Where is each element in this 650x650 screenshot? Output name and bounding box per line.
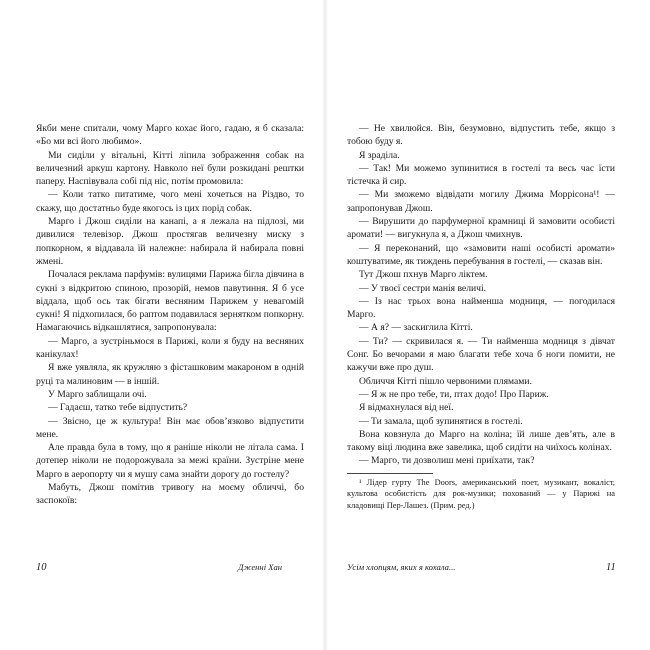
paragraph: Марго і Джош сиділи на канапі, а я лежала на підлозі, ми дивилися телевізор. Джош простягав величезну миску з попкорном, я віддавала їй належне: набирала й набирала повні жмені. [36,216,304,267]
paragraph: Я відмахнулася від неї. [359,402,454,414]
running-head: Дженні Хан [238,562,283,572]
paragraph: — Вирушити до парфумерної крамниці й замовити особисті аромати! — вигукнула я, а Джош чмихнув. [347,216,615,241]
page-number: 11 [606,562,616,573]
paragraph: Почалася реклама парфумів: вулицями Парижа бігла дівчина в сукні з відкритою спиною, прозорій, немов павутиння. Я б усе віддала, щоб ось так бігати весняним Парижем у невагомій сукні! Я підхопилася, бо раптом подавилася зернятком попкорну. Намагаючись відкашлятися, запропонувала: [36,269,304,334]
paragraph: — Із нас трьох вона найменша модниця, — погодилася Марго. [347,295,615,321]
paragraph: — Марго, ти дозволиш мені приїхати, так? [359,455,535,467]
page-number: 10 [36,562,47,573]
right-text-column [347,122,615,511]
paragraph: — Звісно, це ж культура! Він має обов’язково відпустити мене. [36,415,304,440]
left-text-column [36,122,304,508]
paragraph: У Марго заблищали очі. [48,388,147,400]
footnote-divider [347,473,433,474]
right-page [325,0,650,650]
running-head: Усім хлопцям, яких я кохала... [347,562,456,572]
paragraph: — Гадаєш, татко тебе відпустить? [48,402,188,414]
book-gutter [322,0,328,650]
paragraph: — Ми зможемо відвідати могилу Джима Моррісона¹! — запропонував Джош. [347,189,615,214]
paragraph: — Я переконаний, що «замовити наші особисті аромати» коштуватиме, як тиждень перебування в гостелі, — сказав він. [347,242,615,267]
paragraph: — Ти замала, щоб зупинятися в гостелі. [359,415,523,427]
paragraph: Обличчя Кітті пішло червоними плямами. [359,375,532,387]
paragraph: — Марго, а зустріньмося в Парижі, коли я буду на весняних канікулах! [36,335,304,361]
paragraph: — Так! Ми можемо зупинитися в гостелі та весь час їсти тістечка й сир. [347,162,615,188]
paragraph: — Я ж не про тебе, ти, птах додо! Про Париж. [359,388,549,400]
paragraph: — У твоєї сестри манія величі. [359,282,487,294]
paragraph: Мабуть, Джош помітив тривогу на моєму обличчі, бо заспокоїв: [36,482,304,507]
paragraph: Тут Джош пхнув Марго ліктем. [359,269,488,281]
paragraph: — Ти? — скривилася я. — Ти найменша модниця з дівчат Сонг. Бо вечорами я маю благати тебе хоча б ноги помити, не кажучи вже про душ. [347,335,615,374]
paragraph: Вона ковзнула до Марго на коліна; їй лише дев’ять, але в такому віці людина вже завелика, щоб сидіти на чиїхось колінах. [347,428,615,454]
paragraph: — Не хвилюйся. Він, безумовно, відпустить тебе, якщо з тобою буду я. [347,123,615,148]
paragraph: — А я? — заскиглила Кітті. [359,322,473,334]
paragraph: Але правда була в тому, що я раніше ніколи не літала сама. І дотепер ніколи не подорожувала за межі країни. Зустріне мене Марго в аеропорту чи я мушу сама знайти дорогу до гостелу? [36,442,304,480]
paragraph: Я зраділа. [359,149,400,161]
paragraph: Якби мене спитали, чому Марго кохає його, гадаю, я б сказала: «Бо ми всі його любимо». [36,123,304,148]
footnote: ¹ Лідер гурту The Doors, американський поет, музикант, вокаліст, культова особистість для рок-музики; похований — у Парижі на кладовищі Пер-Лашез. (Прим. ред.) [347,477,615,510]
paragraph: Ми сиділи у вітальні, Кітті ліпила зображення собак на величезний аркуш картону. Навколо неї були розкидані рештки паперу. Наспівувала собі під ніс, потім промовила: [36,149,304,188]
paragraph: — Коли татко питатиме, чого мені хочеться на Різдво, то скажу, що достатньо буде якогось із цих порід собак. [36,189,304,214]
paragraph: Я вже уявляла, як кружляю з фісташковим макароном в одній руці та малиновим — в іншій. [36,362,304,387]
